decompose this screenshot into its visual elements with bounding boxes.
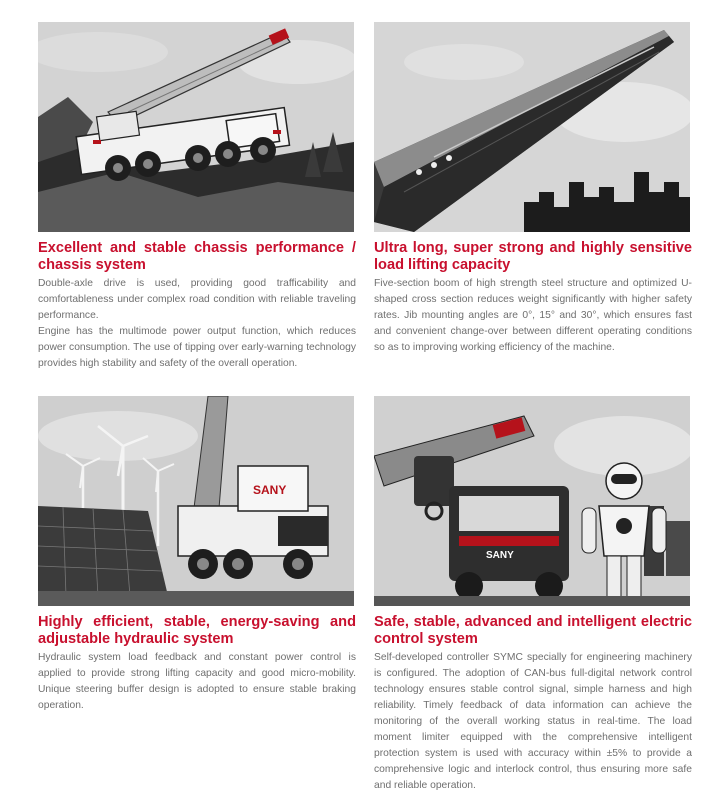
- boom-closeup-illustration: [374, 22, 690, 232]
- brand-text: SANY: [253, 483, 287, 497]
- section-lifting: [374, 22, 690, 392]
- crane-robot-illustration: [374, 396, 690, 606]
- crane-windfarm-illustration: [38, 396, 354, 606]
- section-body: [374, 276, 692, 356]
- section-body: [38, 276, 356, 372]
- section-title: Safe, stable, advanced and intelligent electric control system: [374, 614, 692, 647]
- section-paragraph: Self-developed controller SYMC specially for engineering machinery is configured. The adoption of CAN-bus full-digital network control technology ensures stable control signal, simple harness and high reliability. Timely feedback of data information can achieve the monitoring of the overall working status in real-time. The load moment limiter equipped with the comprehensive intelligent protection system is used with accuracy within ±5% to provide a comprehensive logic and interlock control, thus ensuring more safe and reliable operation.: [374, 652, 692, 791]
- section-title: Ultra long, super strong and highly sensitive load lifting capacity: [374, 240, 692, 273]
- section-hydraulic: [38, 396, 354, 726]
- brand-text: SANY: [486, 550, 514, 561]
- crane-offroad-illustration: [38, 22, 354, 232]
- section-body: [374, 650, 692, 794]
- section-paragraph: Five-section boom of high strength steel structure and optimized U-shaped cross section reduces weight significantly with higher safety rates. Jib mounting angles are 0°, 15° and 30°, which ensures fast and convenient change-over between different operating conditions so as to improving working efficiency of the machine.: [374, 278, 692, 353]
- section-paragraph: Double-axle drive is used, providing good trafficability and comfortableness under complex road condition with reliable traveling performance.: [38, 278, 356, 321]
- section-title: Excellent and stable chassis performance / chassis system: [38, 240, 356, 273]
- section-electric: [374, 396, 690, 796]
- section-paragraph: Engine has the multimode power output function, which reduces power consumption. The use of tipping over early-warning technology provides high stability and safety of the overall operation.: [38, 326, 356, 369]
- section-body: [38, 650, 356, 714]
- section-title: Highly efficient, stable, energy-saving and adjustable hydraulic system: [38, 614, 356, 647]
- section-paragraph: Hydraulic system load feedback and constant power control is applied to provide strong lifting capacity and good micro-mobility. Unique steering buffer design is adopted to ensure stable braking operation.: [38, 652, 356, 711]
- section-chassis: [38, 22, 354, 392]
